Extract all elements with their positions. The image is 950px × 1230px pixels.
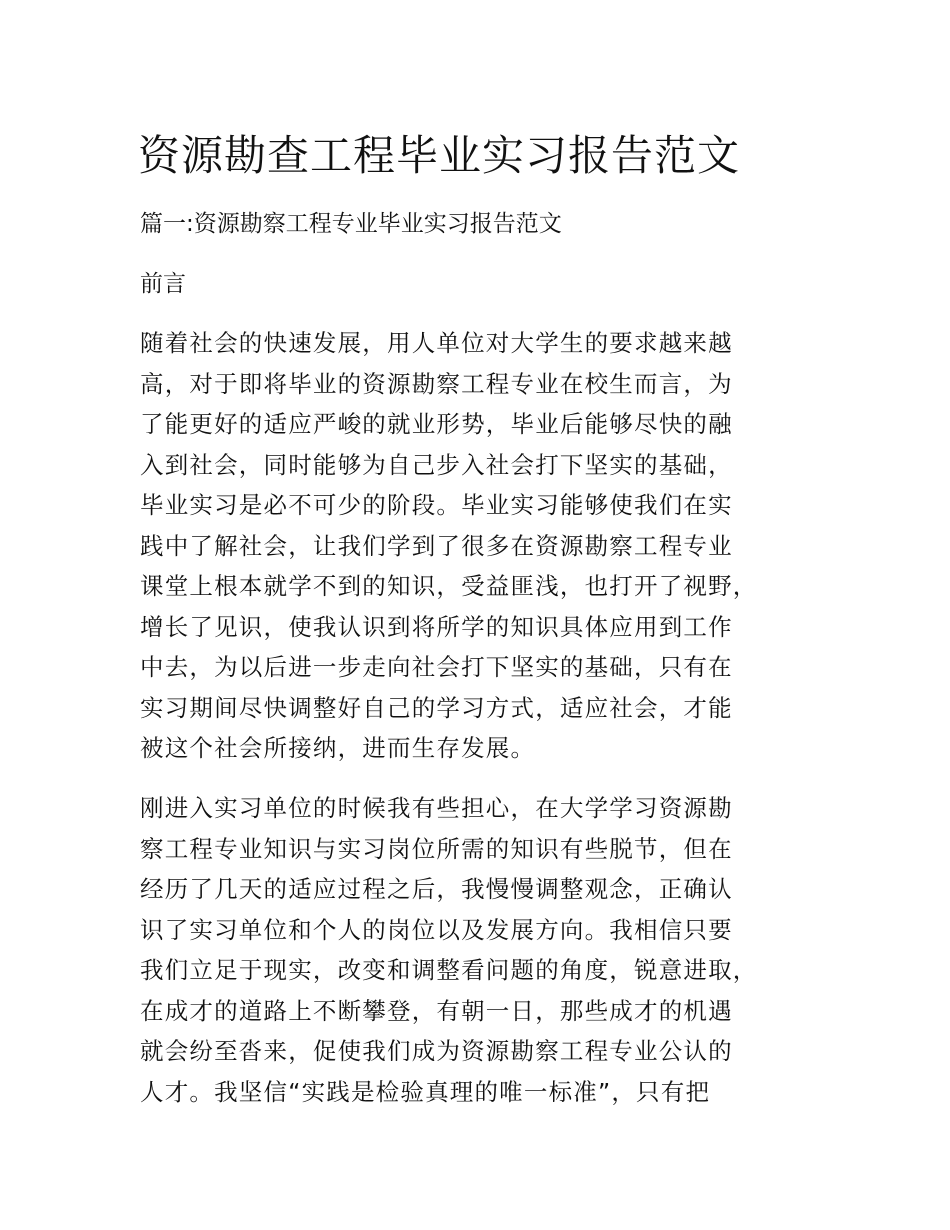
paragraph-2-line: 在成才的道路上不断攀登，有朝一日，那些成才的机遇 <box>140 996 733 1025</box>
paragraph-1-line: 实习期间尽快调整好自己的学习方式，适应社会，才能 <box>140 693 733 722</box>
paragraph-1-line: 入到社会，同时能够为自己步入社会打下坚实的基础， <box>140 450 733 479</box>
paragraph-1-line: 被这个社会所接纳，进而生存发展。 <box>140 734 536 762</box>
paragraph-2-line: 刚进入实习单位的时候我有些担心，在大学学习资源勘 <box>140 794 733 822</box>
paragraph-1-line: 了能更好的适应严峻的就业形势，毕业后能够尽快的融 <box>140 410 733 438</box>
paragraph-1-line: 随着社会的快速发展，用人单位对大学生的要求越来越 <box>140 329 733 357</box>
document-title: 资源勘查工程毕业实习报告范文 <box>138 131 741 180</box>
paragraph-2-line: 就会纷至沓来，促使我们成为资源勘察工程专业公认的 <box>140 1037 733 1065</box>
paragraph-2-line: 人才。我坚信“实践是检验真理的唯一标准”，只有把 <box>140 1077 711 1106</box>
paragraph-1-line: 高，对于即将毕业的资源勘察工程专业在校生而言，为 <box>140 369 733 398</box>
paragraph-2-line: 我们立足于现实，改变和调整看问题的角度，锐意进取， <box>140 956 758 984</box>
section-heading-preface: 前言 <box>140 271 186 297</box>
document-subtitle: 篇一:资源勘察工程专业毕业实习报告范文 <box>140 211 562 237</box>
paragraph-1-line: 中去，为以后进一步走向社会打下坚实的基础，只有在 <box>140 653 733 681</box>
paragraph-1-line: 践中了解社会，让我们学到了很多在资源勘察工程专业 <box>140 531 733 560</box>
paragraph-1-line: 增长了见识，使我认识到将所学的知识具体应用到工作 <box>140 612 733 641</box>
paragraph-2-line: 察工程专业知识与实习岗位所需的知识有些脱节，但在 <box>140 834 733 863</box>
paragraph-2-line: 经历了几天的适应过程之后，我慢慢调整观念，正确认 <box>140 875 733 903</box>
paragraph-2-line: 识了实习单位和个人的岗位以及发展方向。我相信只要 <box>140 915 733 944</box>
paragraph-1-line: 毕业实习是必不可少的阶段。毕业实习能够使我们在实 <box>140 491 733 519</box>
paragraph-1-line: 课堂上根本就学不到的知识，受益匪浅，也打开了视野， <box>140 572 758 600</box>
